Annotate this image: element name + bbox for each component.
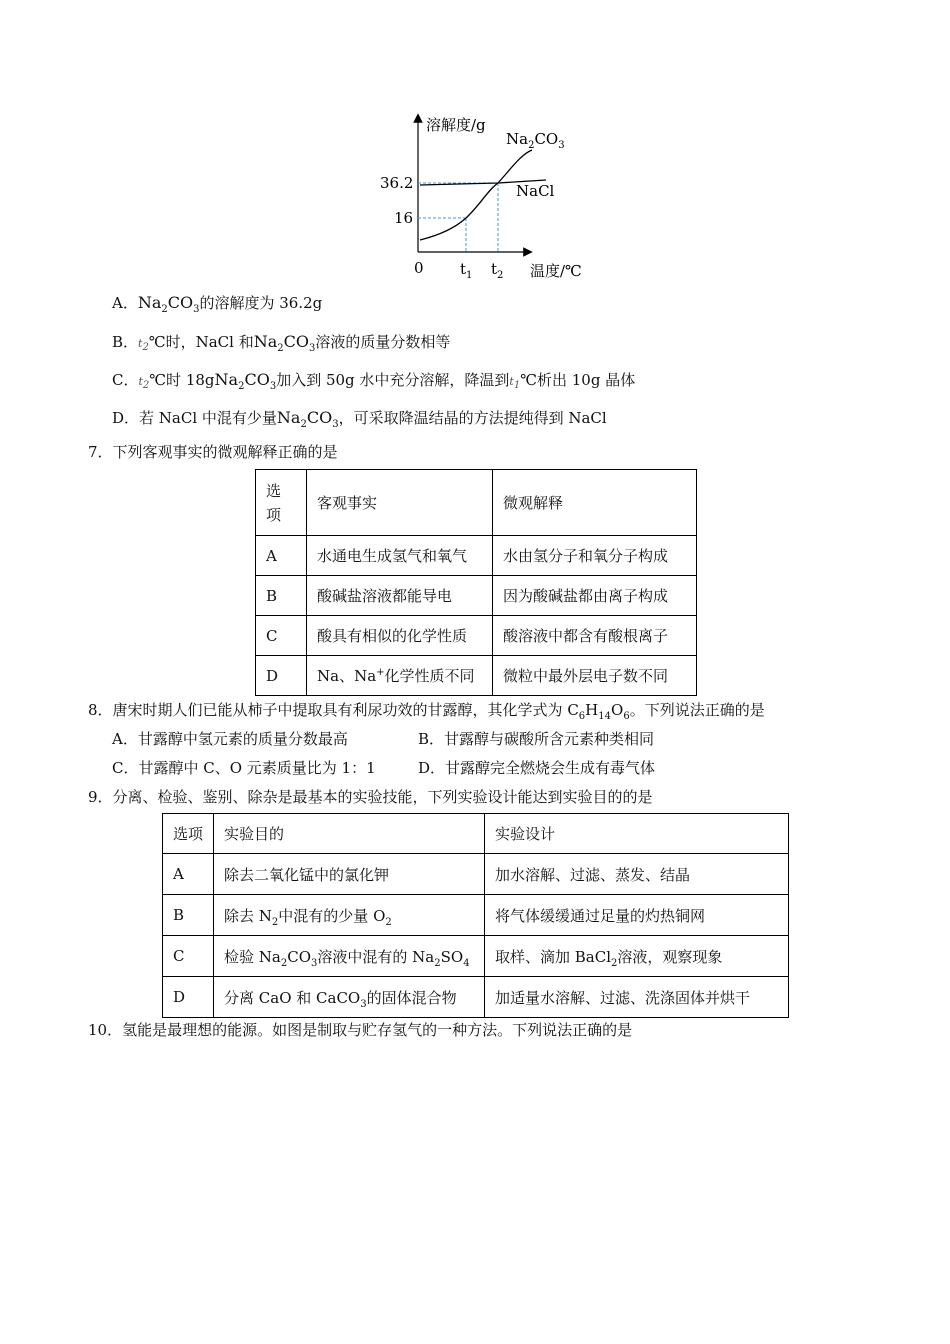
table-row: C 酸具有相似的化学性质 酸溶液中都含有酸根离子 — [256, 616, 697, 656]
q8-option-c: C．甘露醇中 C、O 元素质量比为 1：1 — [112, 759, 376, 777]
header-explain: 微观解释 — [493, 470, 697, 536]
origin-label: 0 — [414, 259, 424, 277]
table-row: D 分离 CaO 和 CaCO$_3$的固体混合物 加适量水溶解、过滤、洗涤固体并烘干 — [163, 977, 789, 1018]
na2co3-formula: $Na_2CO_3$ — [253, 332, 316, 355]
q6-option-b: B．$t_2℃$时，NaCl 和$Na_2CO_3$溶液的质量分数相等 — [112, 332, 451, 355]
na2co3-formula: $Na_2CO_3$ — [214, 370, 277, 393]
q6-option-c: C．$t_2℃$时 $18gNa_2CO_3$加入到 50g 水中充分溶解，降温到$t_1℃$析出 10g 晶体 — [112, 370, 636, 393]
y-tick-16: 16 — [394, 209, 414, 227]
header-fact: 客观事实 — [307, 470, 493, 536]
x-axis-label: 温度/℃ — [530, 262, 582, 280]
header-option: 选 项 — [256, 470, 307, 536]
q6-option-a: A．$Na_2CO_3$的溶解度为 36.2g — [112, 293, 323, 316]
table-row: D Na、Na+化学性质不同 微粒中最外层电子数不同 — [256, 656, 697, 696]
na2co3-formula: $Na_2CO_3$ — [276, 408, 339, 431]
q9-table — [162, 813, 789, 1018]
table-header-row — [256, 470, 697, 536]
q10-stem: 10．氢能是最理想的能源。如图是制取与贮存氢气的一种方法。下列说法正确的是 — [88, 1021, 633, 1039]
q8-option-b: B．甘露醇与碳酸所含元素种类相同 — [418, 730, 655, 748]
q7-stem: 7．下列客观事实的微观解释正确的是 — [88, 443, 338, 461]
table-row: B 酸碱盐溶液都能导电 因为酸碱盐都由离子构成 — [256, 576, 697, 616]
q6-option-d: D．若 NaCl 中混有少量$Na_2CO_3$，可采取降温结晶的方法提纯得到 NaCl — [112, 408, 607, 431]
nacl-label: NaCl — [516, 182, 555, 200]
q8-stem: 8．唐宋时期人们已能从柿子中提取具有利尿功效的甘露醇，其化学式为 $C_6H_{14}O_6$。下列说法正确的是 — [88, 701, 765, 722]
x-tick-t1: $t_1$ — [460, 260, 473, 281]
q8-option-d: D．甘露醇完全燃烧会生成有毒气体 — [418, 759, 656, 777]
table-row: A 水通电生成氢气和氧气 水由氢分子和氧分子构成 — [256, 536, 697, 576]
solubility-chart — [370, 110, 610, 285]
q7-table — [255, 469, 697, 696]
t2-symbol: $t_2$ — [138, 337, 149, 354]
q8-option-a: A．甘露醇中氢元素的质量分数最高 — [112, 730, 348, 748]
t1-symbol: $t_1$ — [509, 375, 521, 392]
table-row: C 检验 $Na_2CO_3$溶液中混有的 $Na_2SO_4$ 取样、滴加 BaCl$_2$溶液，观察现象 — [163, 936, 789, 977]
x-tick-t2: $t_2$ — [491, 260, 504, 281]
table-header-row: 选项 实验目的 实验设计 — [163, 814, 789, 854]
y-axis-label: 溶解度/g — [426, 116, 486, 134]
t2-symbol: $t_2$ — [138, 375, 150, 392]
table-row: B 除去 $N_2$中混有的少量 $O_2$ 将气体缓缓通过足量的灼热铜网 — [163, 895, 789, 936]
table-row: A 除去二氧化锰中的氯化钾 加水溶解、过滤、蒸发、结晶 — [163, 854, 789, 895]
q9-stem: 9．分离、检验、鉴别、除杂是最基本的实验技能，下列实验设计能达到实验目的的是 — [88, 788, 653, 806]
na2co3-label: $Na_2CO_3$ — [506, 130, 565, 151]
y-tick-36-2: 36.2 — [380, 174, 414, 192]
na2co3-formula: $Na_2CO_3$ — [137, 293, 200, 316]
